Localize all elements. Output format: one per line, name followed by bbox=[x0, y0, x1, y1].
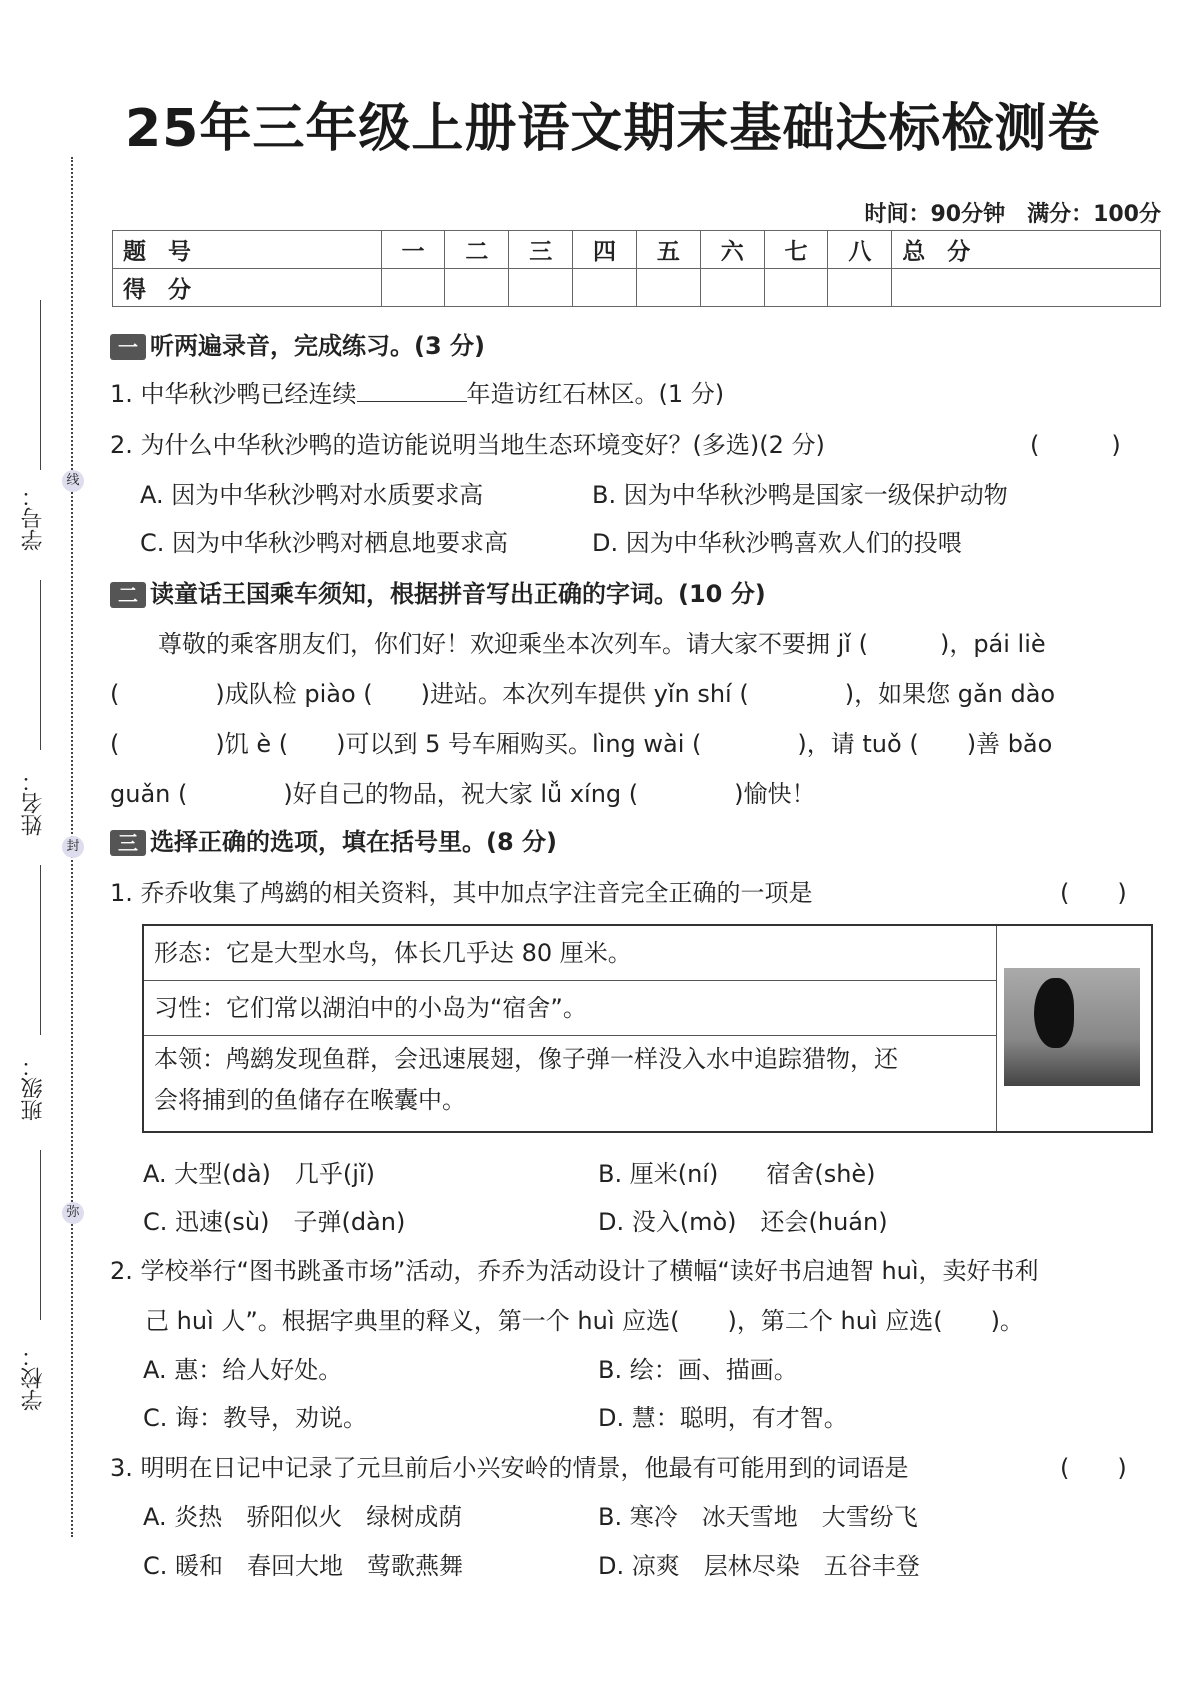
option-c: C. 诲：教导，劝说。 bbox=[143, 1404, 368, 1432]
bird-shape bbox=[1034, 978, 1074, 1048]
passage-line: ( )成队检 piào ( )进站。本次列车提供 yǐn shí ( )，如果您 gǎn dào bbox=[110, 680, 1056, 708]
score-cell[interactable] bbox=[892, 269, 1161, 307]
score-cell[interactable] bbox=[573, 269, 637, 307]
score-cell[interactable] bbox=[700, 269, 764, 307]
section-badge: 二 bbox=[110, 582, 146, 608]
section-title: 听两遍录音，完成练习。(3 分) bbox=[150, 332, 485, 360]
option-d: D. 没入(mò) 还会(huán) bbox=[598, 1208, 888, 1236]
underline bbox=[40, 580, 41, 750]
question-text: 3. 明明在日记中记录了元旦前后小兴安岭的情景，他最有可能用到的词语是 bbox=[110, 1454, 909, 1482]
info-row: 形态：它是大型水鸟，体长几乎达 80 厘米。 bbox=[144, 926, 996, 981]
option-c: C. 因为中华秋沙鸭对栖息地要求高 bbox=[140, 529, 509, 557]
underline bbox=[40, 1150, 41, 1320]
seal-mark: 弥 bbox=[62, 1202, 84, 1224]
option-b: B. 因为中华秋沙鸭是国家一级保护动物 bbox=[592, 481, 1008, 509]
score-cell[interactable] bbox=[381, 269, 445, 307]
section-title: 读童话王国乘车须知，根据拼音写出正确的字词。(10 分) bbox=[150, 580, 766, 608]
score-cell[interactable] bbox=[636, 269, 700, 307]
option-c: C. 暖和 春回大地 莺歌燕舞 bbox=[143, 1552, 464, 1580]
section-badge: 三 bbox=[110, 830, 146, 856]
score-table bbox=[112, 230, 1161, 307]
table-header-cell: 七 bbox=[764, 231, 828, 269]
underline bbox=[40, 865, 41, 1035]
passage-line: ( )饥 è ( )可以到 5 号车厢购买。lìng wài ( )，请 tuǒ ( )善 bǎo bbox=[110, 730, 1053, 758]
option-d: D. 慧：聪明，有才智。 bbox=[598, 1404, 848, 1432]
question-text: 1. 乔乔收集了鸬鹚的相关资料，其中加点字注音完全正确的一项是 bbox=[110, 879, 813, 907]
table-header-cell: 八 bbox=[828, 231, 892, 269]
info-row: 本领：鸬鹚发现鱼群，会迅速展翅，像子弹一样没入水中追踪猎物，还 bbox=[154, 1045, 898, 1073]
option-b: B. 绘：画、描画。 bbox=[598, 1356, 798, 1384]
info-box bbox=[142, 924, 1153, 1133]
option-a: A. 炎热 骄阳似火 绿树成荫 bbox=[143, 1503, 463, 1531]
score-cell[interactable] bbox=[764, 269, 828, 307]
score-cell[interactable] bbox=[828, 269, 892, 307]
option-a: A. 惠：给人好处。 bbox=[143, 1356, 343, 1384]
section-3-heading bbox=[110, 822, 557, 857]
table-header-cell: 四 bbox=[573, 231, 637, 269]
time-info: 时间：90分钟 满分：100分 bbox=[864, 202, 1161, 227]
cormorant-photo bbox=[1004, 968, 1140, 1086]
info-row: 会将捕到的鱼储存在喉囊中。 bbox=[154, 1086, 466, 1114]
page-title: 25年三年级上册语文期末基础达标检测卷 bbox=[125, 99, 1101, 159]
table-header-cell: 六 bbox=[700, 231, 764, 269]
section-badge: 一 bbox=[110, 334, 146, 360]
option-b: B. 厘米(ní) 宿舍(shè) bbox=[598, 1160, 876, 1188]
table-header-cell: 三 bbox=[509, 231, 573, 269]
question bbox=[110, 374, 724, 409]
passage-line: guǎn ( )好自己的物品，祝大家 lǚ xíng ( )愉快！ bbox=[110, 780, 816, 808]
table-header-cell: 一 bbox=[381, 231, 445, 269]
table-header-cell: 题号 bbox=[113, 231, 382, 269]
divider bbox=[996, 926, 997, 1131]
question-text: 年造访红石林区。(1 分) bbox=[466, 380, 725, 408]
option-a: A. 大型(dà) 几乎(jǐ) bbox=[143, 1160, 375, 1188]
seal-mark: 封 bbox=[62, 836, 84, 858]
table-header-cell: 二 bbox=[445, 231, 509, 269]
seal-mark: 线 bbox=[62, 470, 84, 492]
section-2-heading bbox=[110, 574, 766, 609]
answer-paren[interactable]: ( ) bbox=[1060, 879, 1127, 907]
score-row-label: 得分 bbox=[113, 269, 382, 307]
school-label: 学校： bbox=[21, 1345, 46, 1411]
class-label: 班级： bbox=[21, 1055, 46, 1121]
table-header-cell: 总分 bbox=[892, 231, 1161, 269]
student-id-label: 学号： bbox=[21, 485, 46, 551]
table-row bbox=[113, 231, 1161, 269]
question-text: 2. 为什么中华秋沙鸭的造访能说明当地生态环境变好？(多选)(2 分) bbox=[110, 431, 825, 459]
option-c: C. 迅速(sù) 子弹(dàn) bbox=[143, 1208, 406, 1236]
score-cell[interactable] bbox=[445, 269, 509, 307]
section-1-heading bbox=[110, 326, 485, 361]
option-d: D. 凉爽 层林尽染 五谷丰登 bbox=[598, 1552, 920, 1580]
answer-paren[interactable]: ( ) bbox=[1060, 1454, 1127, 1482]
question-text: 1. 中华秋沙鸭已经连续 bbox=[110, 380, 357, 408]
info-row: 习性：它们常以湖泊中的小岛为“宿舍”。 bbox=[144, 981, 996, 1036]
score-cell[interactable] bbox=[509, 269, 573, 307]
question-text: 2. 学校举行“图书跳蚤市场”活动，乔乔为活动设计了横幅“读好书启迪智 huì，卖好书利 bbox=[110, 1257, 1039, 1285]
table-row bbox=[113, 269, 1161, 307]
underline bbox=[40, 300, 41, 470]
option-b: B. 寒冷 冰天雪地 大雪纷飞 bbox=[598, 1503, 918, 1531]
name-label: 姓名： bbox=[21, 770, 46, 836]
option-a: A. 因为中华秋沙鸭对水质要求高 bbox=[140, 481, 484, 509]
option-d: D. 因为中华秋沙鸭喜欢人们的投喂 bbox=[592, 529, 962, 557]
answer-paren[interactable]: ( ) bbox=[1030, 431, 1121, 459]
question-text: 己 huì 人”。根据字典里的释义，第一个 huì 应选( )，第二个 huì 应选( )。 bbox=[145, 1307, 1024, 1335]
passage-line: 尊敬的乘客朋友们，你们好！欢迎乘坐本次列车。请大家不要拥 jǐ ( )，pái liè bbox=[110, 630, 1046, 658]
section-title: 选择正确的选项，填在括号里。(8 分) bbox=[150, 828, 557, 856]
table-header-cell: 五 bbox=[636, 231, 700, 269]
answer-blank[interactable] bbox=[357, 380, 467, 402]
